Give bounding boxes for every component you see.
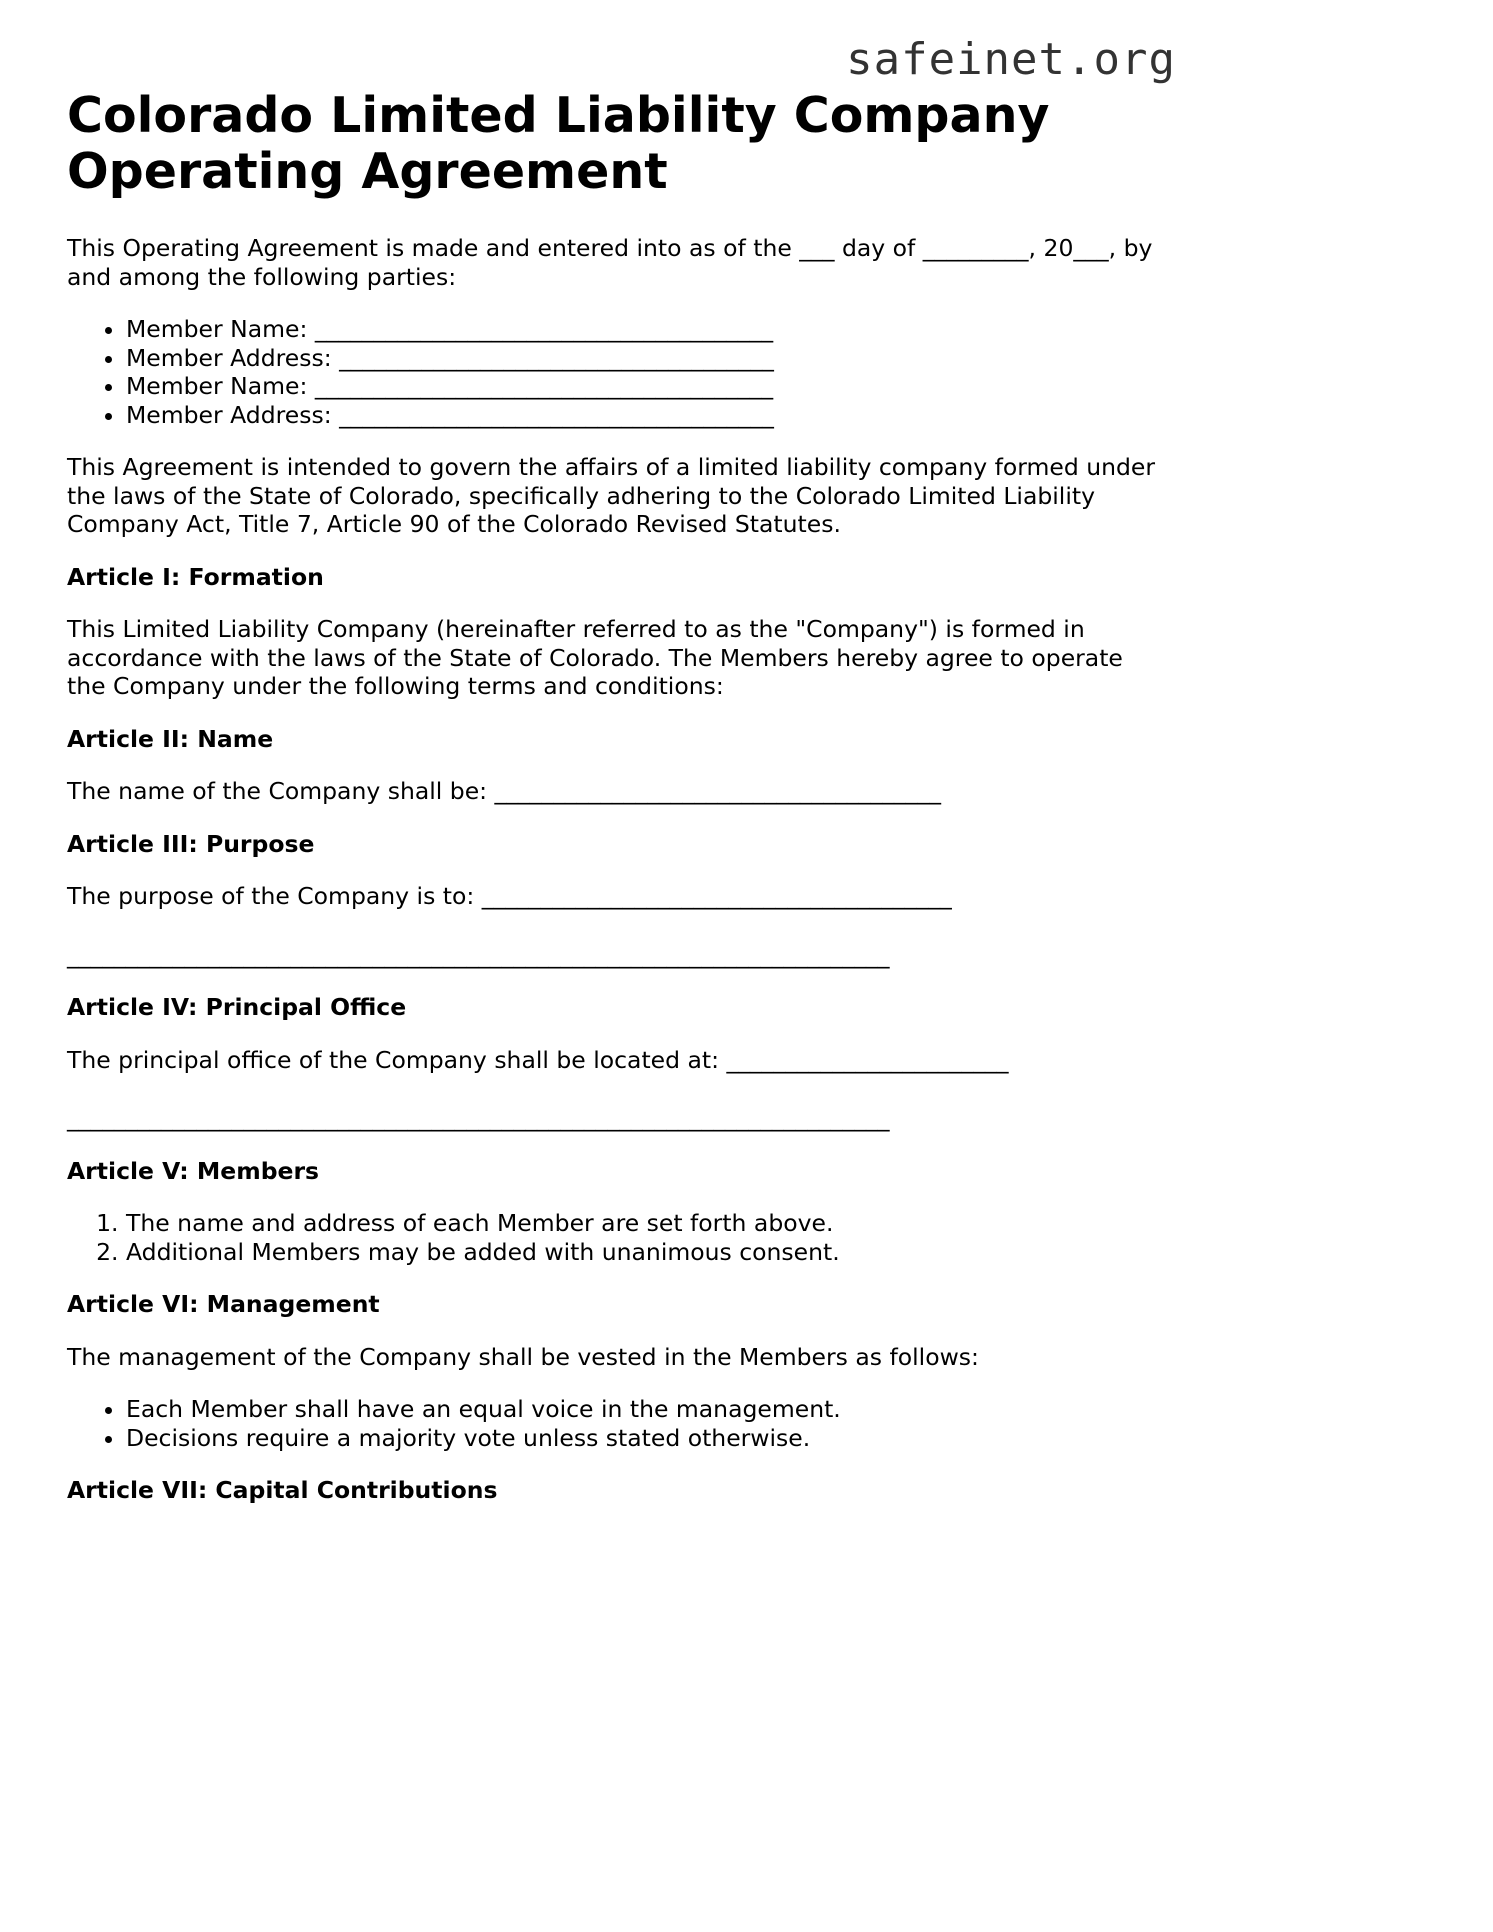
article-3-text: The purpose of the Company is to: ________________________________________: [67, 882, 952, 910]
governing-paragraph: This Agreement is intended to govern the affairs of a limited liability company formed under the laws of the State of Colorado, specifically adhering to the Colorado Limited Liability Company Act, Title 7, Article 90 of the Colorado Revised Statutes.: [67, 453, 1156, 538]
intro-paragraph: This Operating Agreement is made and entered into as of the ___ day of _________, 20___, by and among the following parties:: [67, 234, 1153, 291]
article-6-heading: Article VI: Management: [67, 1290, 380, 1318]
article-6-item-1: • Each Member shall have an equal voice in the management.: [126, 1395, 1157, 1424]
article-5-item-2: 2. Additional Members may be added with unanimous consent.: [126, 1238, 1157, 1267]
article-6-list: [67, 1395, 1157, 1452]
article-5-list: [67, 1209, 1157, 1266]
article-7-heading: Article VII: Capital Contributions: [67, 1476, 498, 1504]
parties-list: [67, 315, 1157, 429]
article-4-text: The principal office of the Company shall be located at: ________________________: [67, 1045, 1009, 1074]
article-5-heading: Article V: Members: [67, 1156, 320, 1185]
article-3-blank-line: ______________________________________________________________________: [67, 940, 890, 969]
article-6-item-2: • Decisions require a majority vote unless stated otherwise.: [126, 1424, 1157, 1453]
watermark: safeinet.org: [846, 34, 1176, 85]
document-page: [67, 88, 1157, 1529]
article-1-text: This Limited Liability Company (hereinafter referred to as the "Company") is formed in accordance with the laws of the State of Colorado. The Members hereby agree to operate the Company under the following terms and conditions:: [67, 615, 1123, 700]
article-2-text: The name of the Company shall be: ______________________________________: [67, 777, 942, 805]
party-member-address-2: • Member Address: _____________________________________: [126, 401, 1157, 430]
article-3-heading: Article III: Purpose: [67, 829, 315, 858]
article-4-heading: Article IV: Principal Office: [67, 993, 407, 1021]
party-member-address-1: • Member Address: _____________________________________: [126, 344, 1157, 373]
article-4-blank-line: ______________________________________________________________________: [67, 1104, 890, 1132]
article-1-heading: Article I: Formation: [67, 562, 324, 591]
document-title: Colorado Limited Liability Company Operating Agreement: [67, 87, 1050, 200]
article-6-text: The management of the Company shall be vested in the Members as follows:: [67, 1342, 979, 1371]
party-member-name-1: • Member Name: _______________________________________: [126, 315, 1157, 344]
party-member-name-2: • Member Name: _______________________________________: [126, 372, 1157, 401]
article-2-heading: Article II: Name: [67, 724, 274, 753]
article-5-item-1: 1. The name and address of each Member are set forth above.: [126, 1209, 1157, 1238]
